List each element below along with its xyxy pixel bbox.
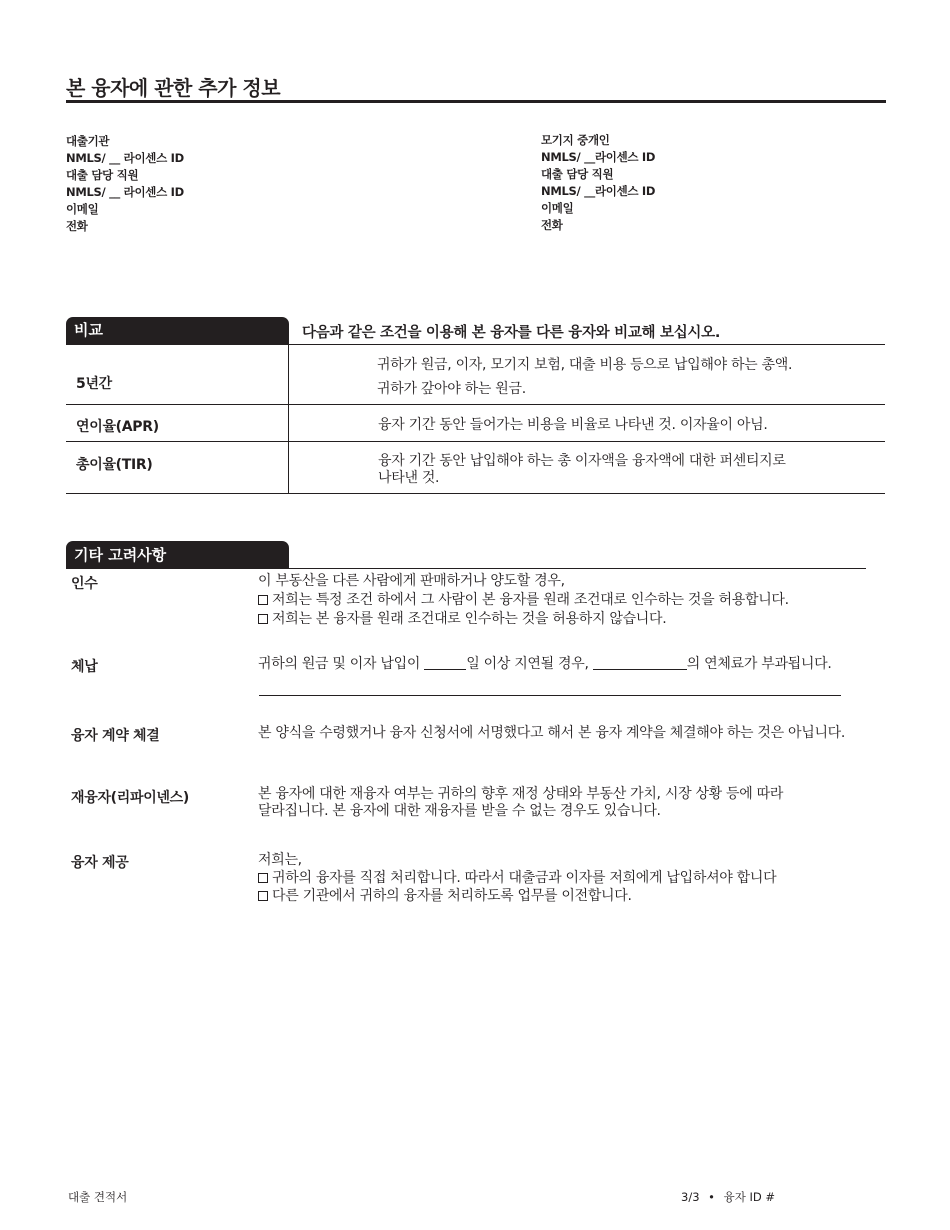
late-days-blank[interactable] — [424, 657, 466, 670]
footer-separator: • — [708, 1190, 715, 1204]
comparison-desc-tir-line-1: 융자 기간 동안 납입해야 하는 총 이자액을 융자액에 대한 퍼센티지로 — [378, 453, 786, 469]
servicing-text — [258, 851, 776, 905]
lender-contact-block — [66, 133, 184, 235]
broker-contact-block — [541, 132, 655, 234]
refinance-line-1: 본 융자에 대한 재융자 여부는 귀하의 향후 재정 상태와 부동산 가치, 시장 상황 등에 따라 — [258, 786, 784, 802]
assumption-intro: 이 부동산을 다른 사람에게 판매하거나 양도할 경우, — [258, 573, 565, 589]
refinance-label: 재융자(리파이넨스) — [71, 790, 189, 806]
servicing-direct-checkbox[interactable] — [258, 873, 268, 883]
comparison-column-divider — [288, 344, 289, 494]
assumption-option-deny — [258, 610, 789, 629]
broker-nmls-label: NMLS/ __라이센스 ID — [541, 150, 656, 164]
lender-name-label: 대출기관 — [66, 134, 110, 148]
servicing-direct-text: 귀하의 융자를 직접 처리합니다. 따라서 대출금과 이자를 저희에게 납입하셔야 합니다 — [272, 870, 777, 886]
title-divider — [66, 100, 886, 103]
late-payment-text-2: 일 이상 지연될 경우, — [466, 656, 589, 672]
comparison-label-apr: 연이율(APR) — [76, 419, 159, 435]
servicing-transfer-checkbox[interactable] — [258, 891, 268, 901]
assumption-allow-text: 저희는 특정 조건 하에서 그 사람이 본 융자를 원래 조건대로 인수하는 것을 허용합니다. — [272, 592, 789, 608]
comparison-tab — [66, 317, 289, 345]
comparison-desc-5yr-line-2: 귀하가 갚아야 하는 원금. — [377, 381, 526, 397]
servicing-option-direct — [258, 869, 776, 887]
page-title: 본 융자에 관한 추가 정보 — [66, 76, 281, 100]
other-considerations-tab-label: 기타 고려사항 — [74, 546, 167, 564]
late-payment-blank-line[interactable] — [259, 695, 841, 696]
lender-officer-label: 대출 담당 직원 — [66, 168, 139, 182]
assumption-deny-checkbox[interactable] — [258, 614, 268, 624]
late-payment-label: 체납 — [71, 659, 98, 675]
lender-phone-label: 전화 — [66, 219, 88, 233]
other-considerations-tab — [66, 541, 289, 569]
comparison-label-5yr: 5년간 — [76, 376, 112, 392]
assumption-option-allow — [258, 591, 789, 610]
assumption-deny-text: 저희는 본 융자를 원래 조건대로 인수하는 것을 허용하지 않습니다. — [272, 611, 667, 627]
broker-email-label: 이메일 — [541, 201, 574, 215]
refinance-line-2: 달라집니다. 본 융자에 대한 재융자를 받을 수 없는 경우도 있습니다. — [258, 803, 661, 819]
lender-nmls-label: NMLS/ __ 라이센스 ID — [66, 151, 184, 165]
comparison-tab-label: 비교 — [74, 321, 103, 339]
comparison-label-tir: 총이율(TIR) — [76, 457, 153, 473]
broker-officer-label: 대출 담당 직원 — [541, 167, 614, 181]
comparison-bottom-rule — [66, 493, 885, 494]
assumption-allow-checkbox[interactable] — [258, 595, 268, 605]
loan-acceptance-text: 본 양식을 수령했거나 융자 신청서에 서명했다고 해서 본 융자 계약을 체결해야 하는 것은 아닙니다. — [258, 725, 846, 741]
refinance-text — [258, 786, 783, 820]
comparison-desc-5yr — [377, 353, 792, 401]
comparison-row-divider-1 — [66, 404, 885, 405]
footer-loan-id-label: 융자 ID # — [723, 1190, 776, 1204]
assumption-label: 인수 — [71, 576, 98, 592]
servicing-label: 융자 제공 — [71, 855, 129, 871]
late-payment-text-1: 귀하의 원금 및 이자 납입이 — [258, 656, 421, 672]
comparison-row-divider-2 — [66, 441, 885, 442]
lender-officer-nmls-label: NMLS/ __ 라이센스 ID — [66, 185, 184, 199]
lender-email-label: 이메일 — [66, 202, 99, 216]
late-payment-text — [258, 655, 832, 674]
broker-name-label: 모기지 중개인 — [541, 133, 610, 147]
loan-acceptance-label: 융자 계약 체결 — [71, 728, 160, 744]
servicing-option-transfer — [258, 887, 776, 905]
comparison-heading: 다음과 같은 조건을 이용해 본 융자를 다른 융자와 비교해 보십시오. — [302, 325, 721, 341]
footer-document-name: 대출 견적서 — [68, 1190, 128, 1204]
footer-page-info — [681, 1189, 775, 1205]
comparison-desc-5yr-line-1: 귀하가 원금, 이자, 모기지 보험, 대출 비용 등으로 납입해야 하는 총액. — [377, 357, 793, 373]
footer-page-number: 3/3 — [681, 1190, 700, 1204]
late-fee-blank[interactable] — [593, 657, 687, 670]
broker-officer-nmls-label: NMLS/ __라이센스 ID — [541, 184, 656, 198]
broker-phone-label: 전화 — [541, 218, 563, 232]
comparison-desc-apr — [378, 416, 767, 435]
assumption-text — [258, 572, 789, 629]
comparison-desc-tir-line-2: 나타낸 것. — [378, 470, 440, 486]
comparison-desc-apr-line-1: 융자 기간 동안 들어가는 비용을 비율로 나타낸 것. 이자율이 아님. — [378, 417, 768, 433]
comparison-desc-tir — [378, 453, 786, 487]
servicing-intro: 저희는, — [258, 852, 302, 868]
late-payment-text-3: 의 연체료가 부과됩니다. — [686, 656, 832, 672]
servicing-transfer-text: 다른 기관에서 귀하의 융자를 처리하도록 업무를 이전합니다. — [272, 888, 632, 904]
other-considerations-rule — [289, 568, 866, 569]
comparison-top-rule — [289, 344, 885, 345]
